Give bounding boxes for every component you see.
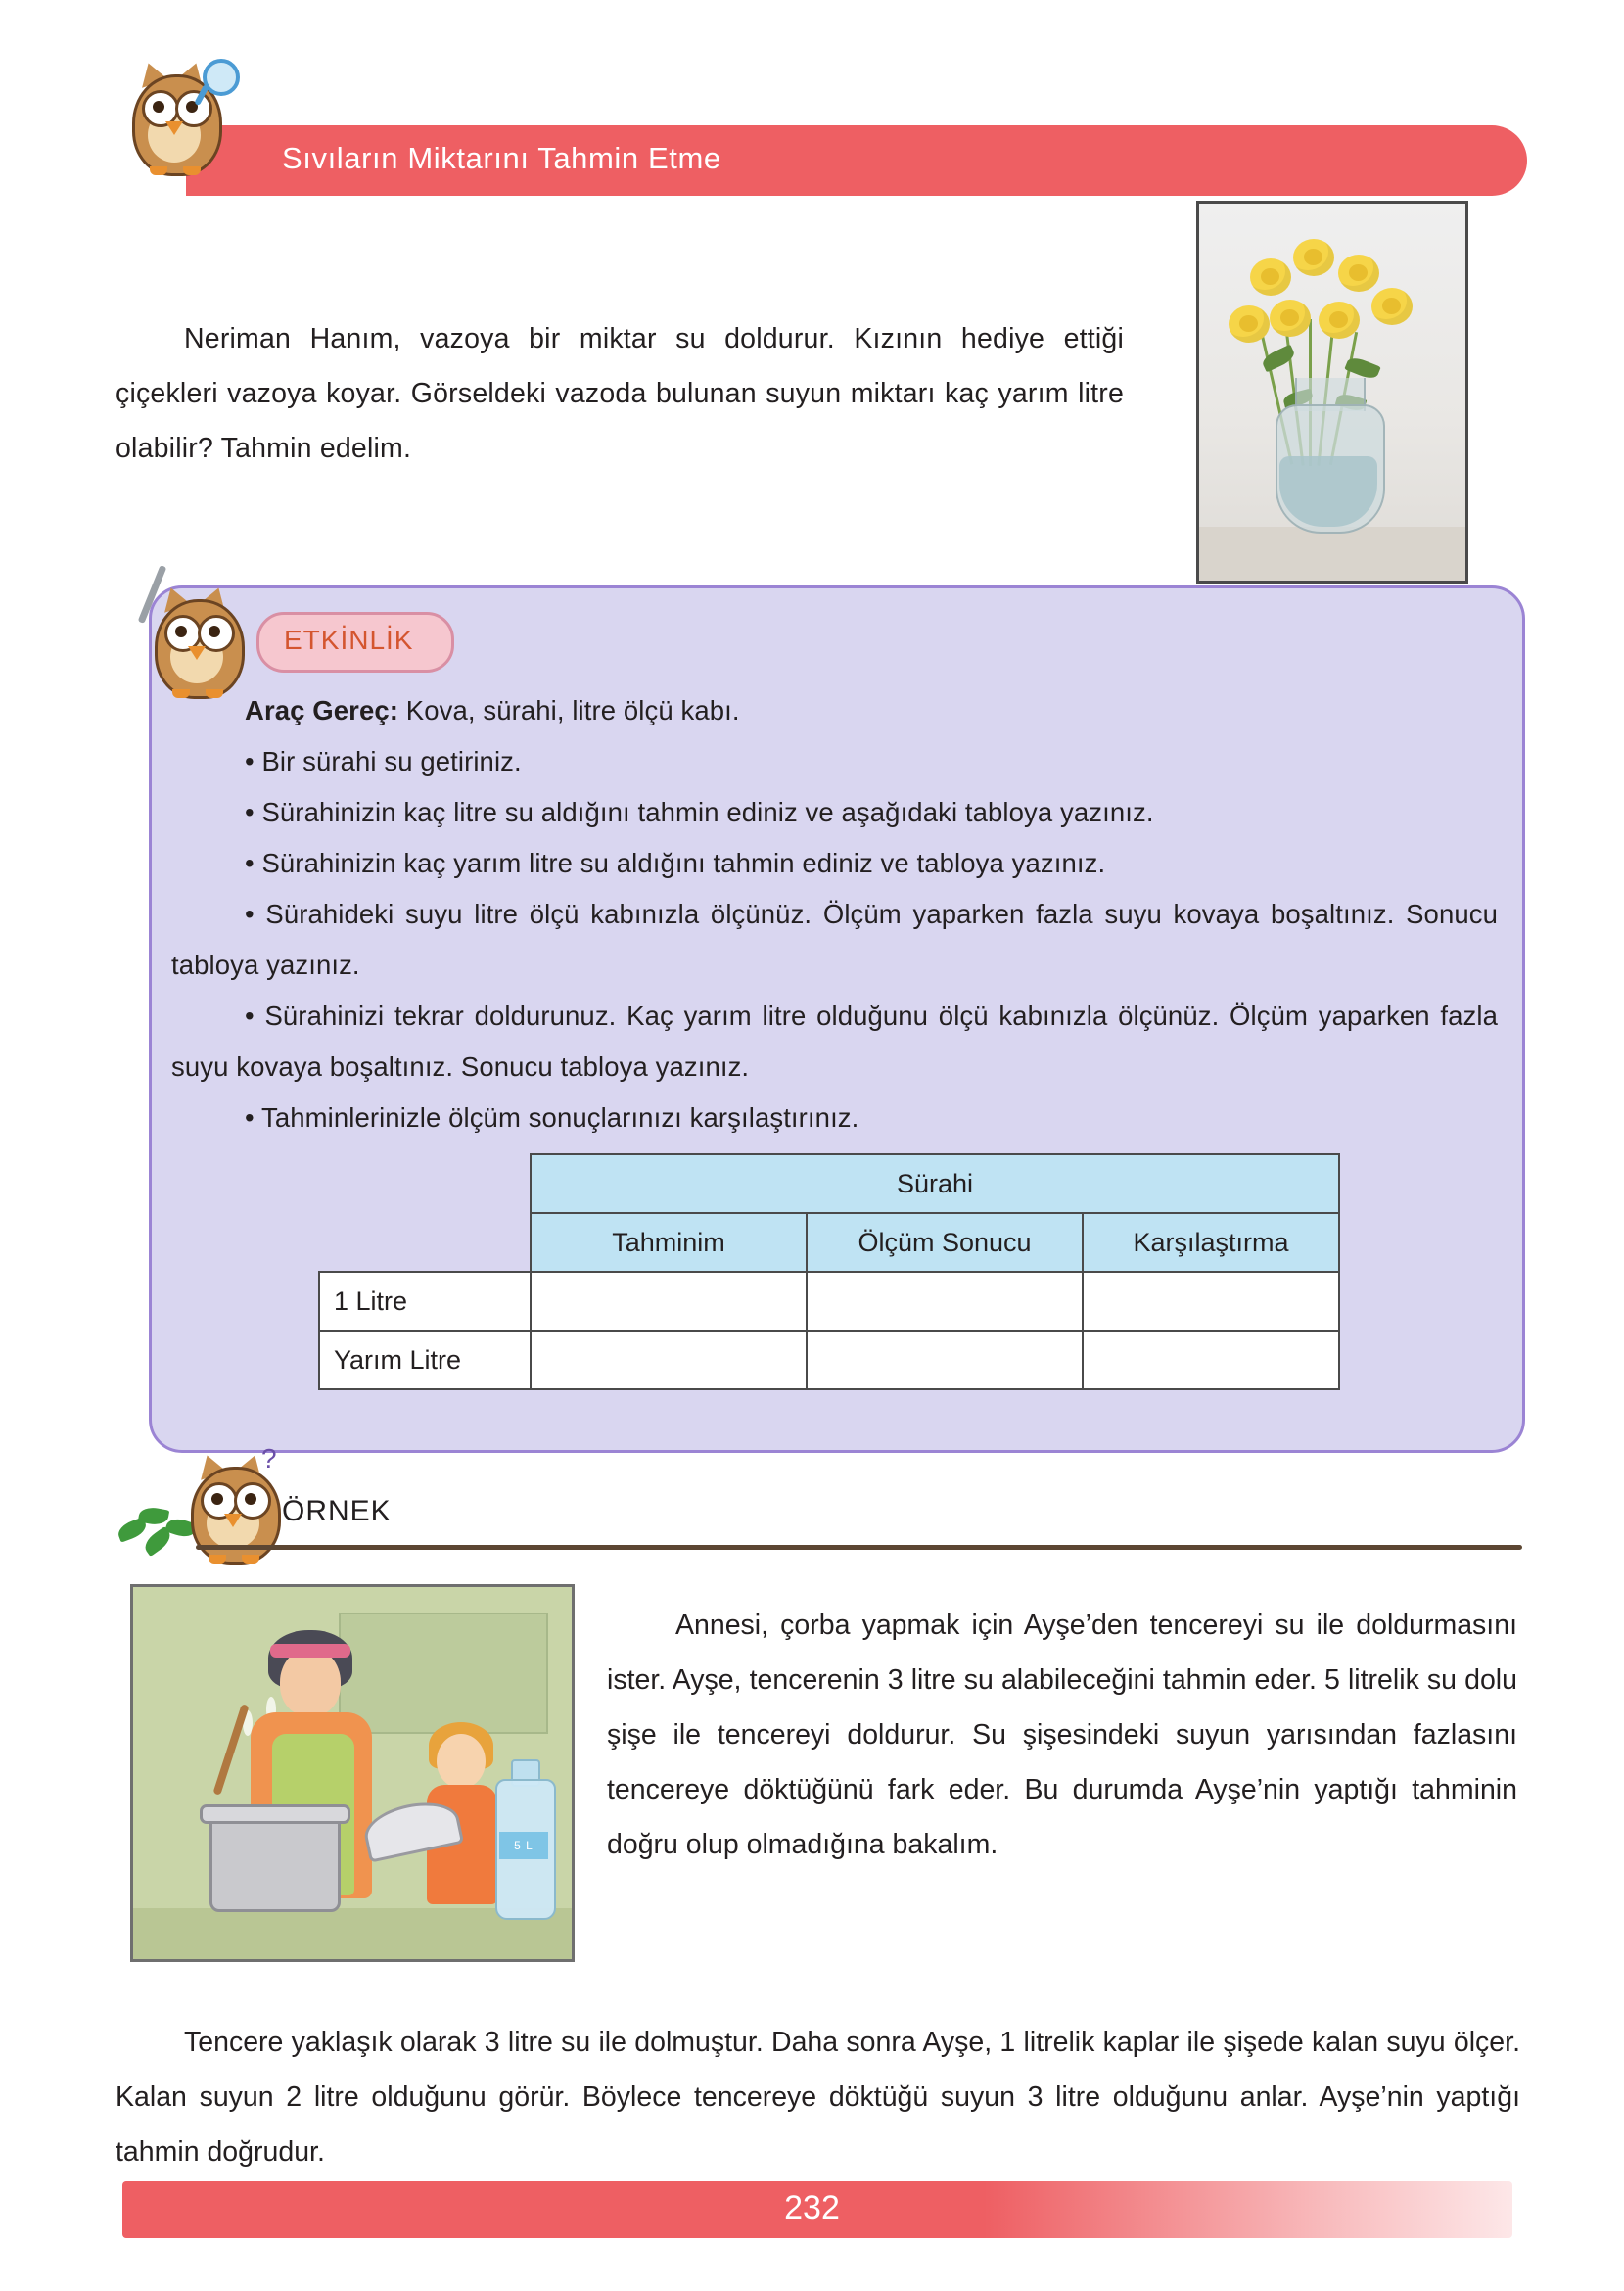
activity-step-5: • Sürahinizi tekrar doldurunuz. Kaç yarım litre olduğunu ölçü kabınızla ölçünüz. Ölçüm yaparken fazla suyu kovaya boşaltınız. Sonucu tabloya yazınız. <box>171 1001 1498 1082</box>
table-row-title <box>319 1154 1339 1213</box>
activity-step-2-text: Sürahinizin kaç litre su aldığını tahmin ediniz ve aşağıdaki tabloya yazınız. <box>261 797 1154 827</box>
tencere-rim <box>200 1804 350 1824</box>
owl-with-magnifier-icon <box>122 57 230 179</box>
tools-label: Araç Gereç: <box>245 695 399 725</box>
table-row <box>319 1272 1339 1331</box>
tencere <box>209 1816 341 1912</box>
activity-step-6-text: Tahminlerinizle ölçüm sonuçlarınızı karşılaştırınız. <box>260 1102 859 1133</box>
bottle-label: 5 L <box>499 1832 548 1859</box>
table-empty-corner <box>319 1154 531 1213</box>
activity-step-3: • Sürahinizin kaç yarım litre su aldığını tahmin ediniz ve tabloya yazınız. <box>245 848 1106 878</box>
table-row-label-1-litre: 1 Litre <box>319 1272 531 1331</box>
mother-headband <box>270 1644 350 1658</box>
activity-step-2: • Sürahinizin kaç litre su aldığını tahmin ediniz ve aşağıdaki tabloya yazınız. <box>245 797 1154 827</box>
page-number: 232 <box>784 2189 840 2226</box>
table-cell-yarim-tahminim[interactable] <box>531 1331 807 1389</box>
ornek-paragraph <box>607 1598 1517 1872</box>
kitchen-cabinet <box>339 1613 548 1734</box>
table-col-olcum-sonucu: Ölçüm Sonucu <box>807 1213 1083 1272</box>
table-row <box>319 1331 1339 1389</box>
etkinlik-badge-label: ETKİNLİK <box>284 625 414 655</box>
girl-head <box>437 1734 486 1789</box>
activity-step-1-text: Bir sürahi su getiriniz. <box>261 746 522 776</box>
owl-with-pencil-icon <box>145 578 253 700</box>
activity-step-5-text: Sürahinizi tekrar doldurunuz. Kaç yarım litre olduğunu ölçü kabınızla ölçünüz. Ölçüm yaparken fazla suyu kovaya boşaltınız. Sonucu tabloya yazınız. <box>171 1001 1498 1082</box>
table-cell-yarim-karsilastirma[interactable] <box>1083 1331 1339 1389</box>
intro-text: Neriman Hanım, vazoya bir miktar su doldurur. Kızının hediye ettiği çiçekleri vazoya koyar. Görseldeki vazoda bulunan suyun miktarı kaç yarım litre olabilir? Tahmin edelim. <box>116 323 1124 464</box>
intro-paragraph <box>116 311 1124 476</box>
ornek-closing-paragraph <box>116 2015 1520 2179</box>
etkinlik-content <box>171 685 1498 1144</box>
vazo-fotografi <box>1196 201 1468 584</box>
tools-line <box>245 685 1498 736</box>
owl-with-question-icon: ? <box>181 1447 289 1565</box>
table-cell-1litre-olcum[interactable] <box>807 1272 1083 1331</box>
table-col-tahminim: Tahminim <box>531 1213 807 1272</box>
ornek-divider <box>196 1545 1522 1550</box>
ornek-closing-text: Tencere yaklaşık olarak 3 litre su ile dolmuştur. Daha sonra Ayşe, 1 litrelik kaplar ile şişede kalan suyu ölçer. Kalan suyun 2 litre olduğunu görür. Böylece tencereye döktüğü suyun 3 litre olduğunu anlar. Ayşe’nin yaptığı tahmin doğrudur. <box>116 2027 1520 2168</box>
table-cell-1litre-karsilastirma[interactable] <box>1083 1272 1339 1331</box>
activity-step-1: • Bir sürahi su getiriniz. <box>245 746 522 776</box>
page-title: Sıvıların Miktarını Tahmin Etme <box>282 141 721 175</box>
photo-table-surface <box>1199 527 1465 581</box>
mother-head <box>280 1648 341 1716</box>
mutfak-gorseli <box>130 1584 575 1962</box>
table-row-label-yarim-litre: Yarım Litre <box>319 1331 531 1389</box>
activity-step-4: • Sürahideki suyu litre ölçü kabınızla ölçünüz. Ölçüm yaparken fazla suyu kovaya boşaltınız. Sonucu tabloya yazınız. <box>171 899 1498 980</box>
ornek-paragraph-text: Annesi, çorba yapmak için Ayşe’den tencereyi su ile doldurmasını ister. Ayşe, tencerenin 3 litre su alabileceğini tahmin eder. 5 litrelik su dolu şişe ile tencereyi doldurur. Su şişesindeki suyun yarısından fazlasını tencereye döktüğünü fark eder. Bu durumda Ayşe’nin yaptığı tahminin doğru olup olmadığına bakalım. <box>607 1610 1517 1860</box>
table-title-cell: Sürahi <box>531 1154 1339 1213</box>
activity-step-4-text: Sürahideki suyu litre ölçü kabınızla ölçünüz. Ölçüm yaparken fazla suyu kovaya boşaltınız. Sonucu tabloya yazınız. <box>171 899 1498 980</box>
tools-value: Kova, sürahi, litre ölçü kabı. <box>405 695 740 725</box>
table-row-headers <box>319 1213 1339 1272</box>
ornek-label: ÖRNEK <box>282 1495 392 1527</box>
table-cell-1litre-tahminim[interactable] <box>531 1272 807 1331</box>
table-empty-corner-2 <box>319 1213 531 1272</box>
surahi-table <box>318 1153 1340 1390</box>
table-col-karsilastirma: Karşılaştırma <box>1083 1213 1339 1272</box>
table-cell-yarim-olcum[interactable] <box>807 1331 1083 1389</box>
activity-step-6: • Tahminlerinizle ölçüm sonuçlarınızı karşılaştırınız. <box>245 1102 859 1133</box>
activity-step-3-text: Sürahinizin kaç yarım litre su aldığını tahmin ediniz ve tabloya yazınız. <box>261 848 1106 878</box>
